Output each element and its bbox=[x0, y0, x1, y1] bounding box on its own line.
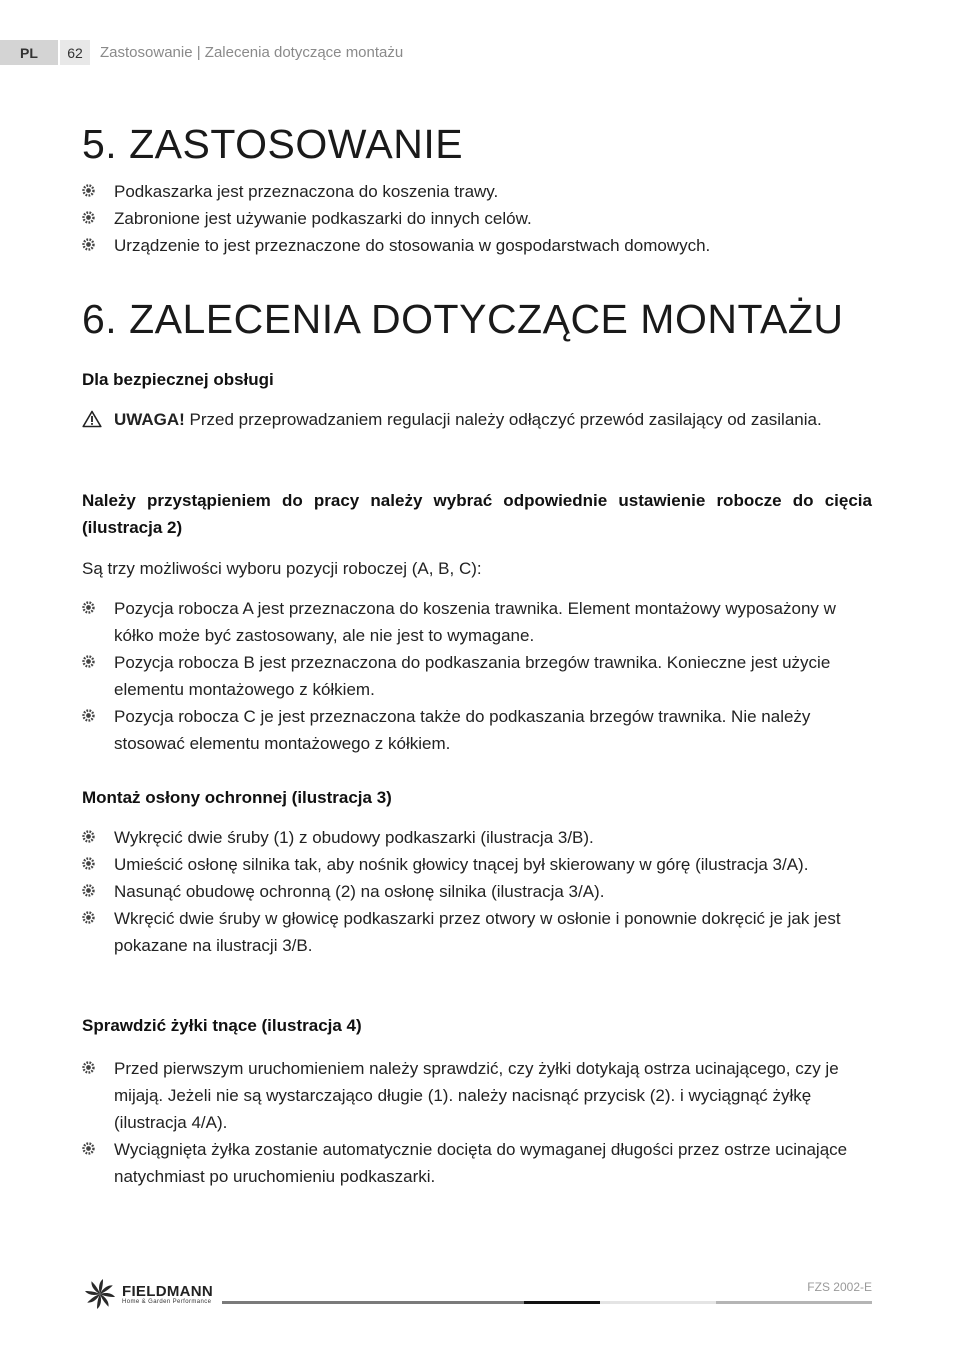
bullet-icon bbox=[82, 884, 95, 897]
fan-logo-icon bbox=[82, 1278, 118, 1310]
bullet-icon bbox=[82, 238, 95, 251]
list-item: Wyciągnięta żyłka zostanie automatycznie docięta do wymaganej długości przez ostrze ucinające natychmiast po uruchomieniu podkaszarki. bbox=[82, 1136, 872, 1190]
bullet-icon bbox=[82, 911, 95, 924]
footer-rule-segment bbox=[716, 1301, 872, 1304]
bullet-icon bbox=[82, 1142, 95, 1155]
section-6-title: 6. ZALECENIA DOTYCZĄCE MONTAŻU bbox=[82, 296, 844, 342]
safe-operation-heading: Dla bezpiecznej obsługi bbox=[82, 370, 274, 389]
position-list bbox=[82, 595, 872, 757]
guard-heading: Montaż osłony ochronnej (ilustracja 3) bbox=[82, 788, 392, 807]
section-5-title: 5. ZASTOSOWANIE bbox=[82, 121, 464, 167]
bullet-icon bbox=[82, 830, 95, 843]
cutting-line-list bbox=[82, 1055, 872, 1190]
bullet-icon bbox=[82, 601, 95, 614]
footer-rule-segment bbox=[600, 1301, 716, 1304]
list-item: Nasunąć obudowę ochronną (2) na osłonę silnika (ilustracja 3/A). bbox=[82, 878, 872, 905]
brand-name: FIELDMANN bbox=[122, 1282, 214, 1300]
page-header bbox=[0, 40, 403, 65]
list-item: Pozycja robocza C je jest przeznaczona także do podkaszania brzegów trawnika. Nie należy stosować elementu montażowego z kółkiem. bbox=[82, 703, 872, 757]
section-5-list bbox=[82, 178, 872, 259]
list-item: Przed pierwszym uruchomieniem należy sprawdzić, czy żyłki dotykają ostrza ucinającego, czy je mijają. Jeżeli nie są wystarczająco długie (1). należy nacisnąć przycisk (2). i wyciągnąć żyłkę (ilustracja 4/A). bbox=[82, 1055, 872, 1136]
list-item: Wkręcić dwie śruby w głowicę podkaszarki przez otwory w osłonie i ponownie dokręcić je jak jest pokazane na ilustracji 3/B. bbox=[82, 905, 872, 959]
warning-triangle-icon bbox=[82, 410, 102, 428]
list-item: Urządzenie to jest przeznaczone do stosowania w gospodarstwach domowych. bbox=[82, 232, 872, 259]
footer-rule-segment bbox=[222, 1301, 524, 1304]
bullet-icon bbox=[82, 709, 95, 722]
language-badge: PL bbox=[0, 40, 58, 65]
fieldmann-logo bbox=[82, 1278, 213, 1310]
warning-label: UWAGA! bbox=[114, 410, 185, 429]
guard-list bbox=[82, 824, 872, 959]
position-heading: Należy przystąpieniem do pracy należy wybrać odpowiednie ustawienie robocze do cięcia (ilustracja 2) bbox=[82, 491, 872, 537]
page-number: 62 bbox=[60, 40, 90, 65]
list-item: Pozycja robocza B jest przeznaczona do podkaszania brzegów trawnika. Konieczne jest użycie elementu montażowego z kółkiem. bbox=[82, 649, 872, 703]
list-item: Wykręcić dwie śruby (1) z obudowy podkaszarki (ilustracja 3/B). bbox=[82, 824, 872, 851]
bullet-icon bbox=[82, 184, 95, 197]
list-item: Umieścić osłonę silnika tak, aby nośnik głowicy tnącej był skierowany w górę (ilustracja 3/A). bbox=[82, 851, 872, 878]
brand-tagline: Home & Garden Performance bbox=[122, 1298, 212, 1305]
warning-text: Przed przeprowadzaniem regulacji należy odłączyć przewód zasilający od zasilania. bbox=[184, 410, 822, 429]
bullet-icon bbox=[82, 1061, 95, 1074]
list-item: Pozycja robocza A jest przeznaczona do koszenia trawnika. Element montażowy wyposażony w kółko może być zastosowany, ale nie jest to wymagane. bbox=[82, 595, 872, 649]
footer-rule-segment bbox=[524, 1301, 600, 1304]
list-item: Zabronione jest używanie podkaszarki do innych celów. bbox=[82, 205, 872, 232]
running-title: Zastosowanie | Zalecenia dotyczące montażu bbox=[100, 44, 404, 61]
bullet-icon bbox=[82, 857, 95, 870]
warning-note bbox=[82, 406, 872, 433]
position-intro: Są trzy możliwości wyboru pozycji roboczej (A, B, C): bbox=[82, 559, 482, 578]
bullet-icon bbox=[82, 211, 95, 224]
model-number: FZS 2002-E bbox=[807, 1280, 872, 1294]
list-item: Podkaszarka jest przeznaczona do koszenia trawy. bbox=[82, 178, 872, 205]
cutting-line-heading: Sprawdzić żyłki tnące (ilustracja 4) bbox=[82, 1016, 362, 1035]
brand-text bbox=[122, 1284, 213, 1305]
bullet-icon bbox=[82, 655, 95, 668]
